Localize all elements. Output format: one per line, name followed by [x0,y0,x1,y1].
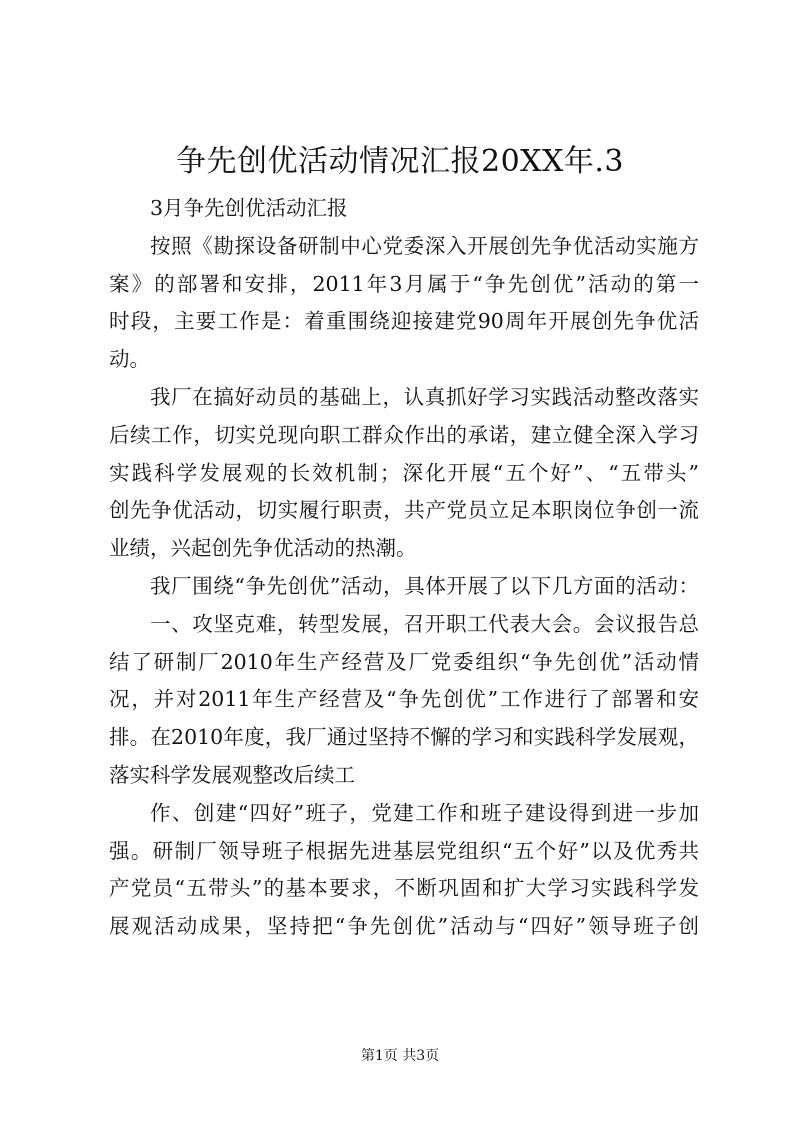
paragraph-line: 实践科学发展观的长效机制；深化开展“五个好”、“五带头” [109,460,699,485]
paragraph-line: 后续工作，切实兑现向职工群众作出的承诺，建立健全深入学习 [109,422,699,447]
paragraph-line: 作、创建“四好”班子，党建工作和班子建设得到进一步加 [150,800,699,825]
paragraph-line: 按照《勘探设备研制中心党委深入开展创先争优活动实施方 [150,233,699,258]
page-number-footer: 第1页 共3页 [360,1048,440,1064]
paragraph-line: 一、攻坚克难，转型发展，召开职工代表大会。会议报告总 [150,611,699,636]
paragraph-line: 排。在2010年度，我厂通过坚持不懈的学习和实践科学发展观， [109,725,699,750]
paragraph-line: 时段，主要工作是：着重围绕迎接建党90周年开展创先争优活 [109,309,699,334]
document-title: 争先创优活动情况汇报20XX年.3 [175,144,624,179]
paragraph-line: 我厂在搞好动员的基础上，认真抓好学习实践活动整改落实 [150,384,699,409]
paragraph-line: 案》的部署和安排，2011年3月属于“争先创优”活动的第一 [109,271,699,296]
document-body [109,190,699,946]
paragraph-line: 展观活动成果，坚持把“争先创优”活动与“四好”领导班子创 [109,914,699,939]
paragraph-line: 我厂围绕“争先创优”活动，具体开展了以下几方面的活动： [150,573,699,598]
paragraph-line: 况，并对2011年生产经营及“争先创优”工作进行了部署和安 [109,687,699,712]
paragraph-line: 业绩，兴起创先争优活动的热潮。 [109,536,417,561]
paragraph-line: 落实科学发展观整改后续工 [109,762,355,787]
paragraph-line: 产党员“五带头”的基本要求，不断巩固和扩大学习实践科学发 [109,876,699,901]
paragraph-line: 3月争先创优活动汇报 [150,196,348,220]
paragraph-line: 动。 [109,347,150,372]
paragraph-line: 强。研制厂领导班子根据先进基层党组织“五个好”以及优秀共 [109,838,699,863]
paragraph-line: 创先争优活动，切实履行职责，共产党员立足本职岗位争创一流 [109,498,699,523]
paragraph-line: 结了研制厂2010年生产经营及厂党委组织“争先创优”活动情 [109,649,699,674]
